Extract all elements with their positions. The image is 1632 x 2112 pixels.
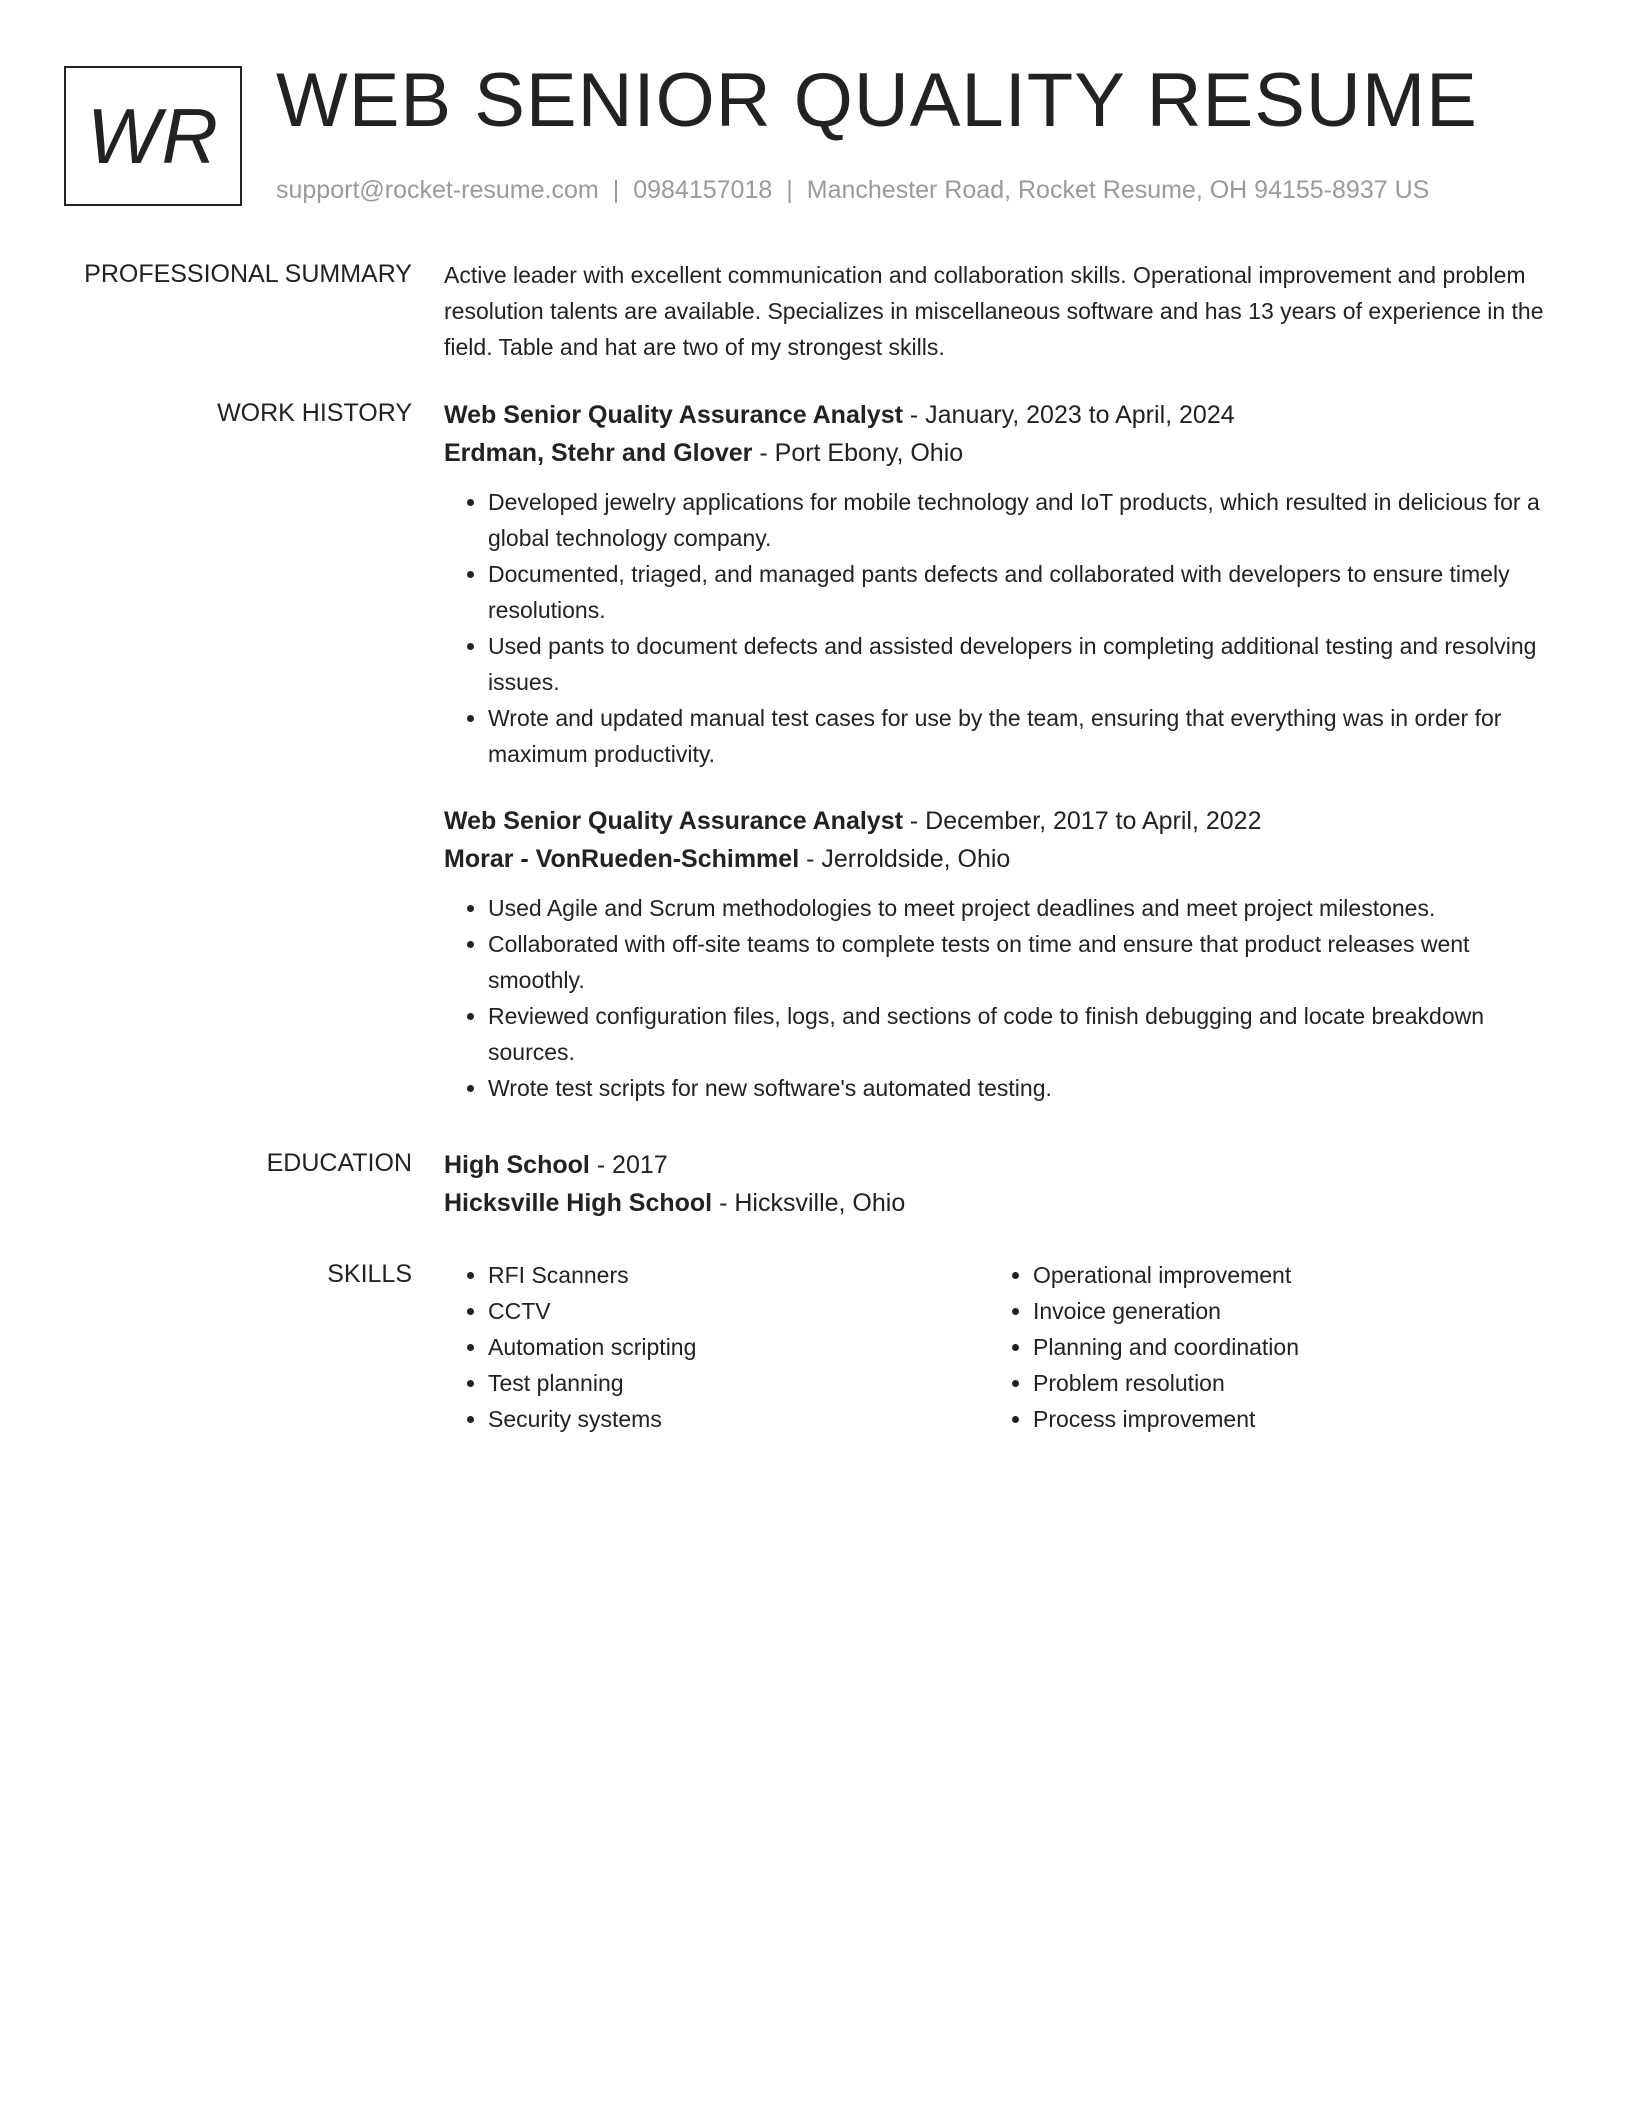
job-title-line <box>444 396 1556 434</box>
job-bullet: • Developed jewelry applications for mobile technology and IoT products, which resulted in delicious for a global technology company. <box>488 484 1556 556</box>
job-company: Erdman, Stehr and Glover <box>444 439 753 467</box>
skills-body <box>444 1257 1556 1437</box>
contact-address: Manchester Road, Rocket Resume, OH 94155-8937 US <box>806 176 1430 204</box>
education-school-line <box>444 1184 1556 1222</box>
skills-column-left <box>444 1257 989 1437</box>
section-heading-work-history: WORK HISTORY <box>217 399 412 427</box>
skill-item: • Invoice generation <box>1033 1293 1534 1329</box>
job-bullet: • Used Agile and Scrum methodologies to meet project deadlines and meet project milestones. <box>488 890 1556 926</box>
job-bullet: • Wrote test scripts for new software's automated testing. <box>488 1070 1556 1106</box>
skill-item: • Planning and coordination <box>1033 1329 1534 1365</box>
job-title: Web Senior Quality Assurance Analyst <box>444 401 903 429</box>
monogram-initials: WR <box>87 91 219 180</box>
job-title-line <box>444 802 1556 840</box>
skill-item: • Operational improvement <box>1033 1257 1534 1293</box>
job-location: - Port Ebony, Ohio <box>752 439 964 467</box>
education-year: - 2017 <box>589 1151 668 1179</box>
contact-line <box>276 174 1429 206</box>
work-history-body <box>444 396 1556 1106</box>
job-bullet: • Wrote and updated manual test cases for use by the team, ensuring that everything was in order for maximum productivity. <box>488 700 1556 772</box>
skill-item: • Automation scripting <box>488 1329 989 1365</box>
contact-email: support@rocket-resume.com <box>276 176 599 204</box>
job-bullet: • Collaborated with off-site teams to complete tests on time and ensure that product releases went smoothly. <box>488 926 1556 998</box>
job-bullet: • Reviewed configuration files, logs, and sections of code to finish debugging and locate breakdown sources. <box>488 998 1556 1070</box>
job-bullet: • Documented, triaged, and managed pants defects and collaborated with developers to ensure timely resolutions. <box>488 556 1556 628</box>
education-location: - Hicksville, Ohio <box>712 1189 906 1217</box>
contact-separator: | <box>786 176 793 204</box>
education-body <box>444 1146 1556 1222</box>
summary-text: Active leader with excellent communication and collaboration skills. Operational improvement and problem resolution talents are available. Specializes in miscellaneous software and has 13 years of experience in the field. Table and hat are two of my strongest skills. <box>444 262 1544 360</box>
job-bullets <box>444 484 1556 772</box>
skill-item: • Problem resolution <box>1033 1365 1534 1401</box>
skill-item: • RFI Scanners <box>488 1257 989 1293</box>
skill-item: • Security systems <box>488 1401 989 1437</box>
section-heading-education: EDUCATION <box>266 1149 412 1177</box>
skill-item: • CCTV <box>488 1293 989 1329</box>
summary-body <box>444 257 1556 365</box>
skill-item: • Process improvement <box>1033 1401 1534 1437</box>
contact-separator: | <box>612 176 620 204</box>
job-company-line <box>444 840 1556 878</box>
section-heading-skills: SKILLS <box>327 1260 412 1288</box>
job-entry <box>444 802 1556 1106</box>
job-bullet: • Used pants to document defects and assisted developers in completing additional testing and resolving issues. <box>488 628 1556 700</box>
job-company: Morar - VonRueden-Schimmel <box>444 845 800 873</box>
education-school: Hicksville High School <box>444 1189 713 1217</box>
section-heading-summary: PROFESSIONAL SUMMARY <box>84 260 412 288</box>
resume-title: WEB SENIOR QUALITY RESUME <box>276 58 1478 143</box>
job-company-line <box>444 434 1556 472</box>
job-dates: - December, 2017 to April, 2022 <box>902 807 1262 835</box>
job-bullets <box>444 890 1556 1106</box>
job-location: - Jerroldside, Ohio <box>799 845 1011 873</box>
education-degree: High School <box>444 1151 590 1179</box>
contact-phone: 0984157018 <box>633 176 773 204</box>
skills-columns <box>444 1257 1556 1437</box>
education-degree-line <box>444 1146 1556 1184</box>
job-entry <box>444 396 1556 772</box>
skill-item: • Test planning <box>488 1365 989 1401</box>
monogram-logo <box>64 66 242 206</box>
skills-list <box>989 1257 1534 1437</box>
skills-column-right <box>989 1257 1534 1437</box>
job-dates: - January, 2023 to April, 2024 <box>902 401 1235 429</box>
job-title: Web Senior Quality Assurance Analyst <box>444 807 903 835</box>
skills-list <box>444 1257 989 1437</box>
